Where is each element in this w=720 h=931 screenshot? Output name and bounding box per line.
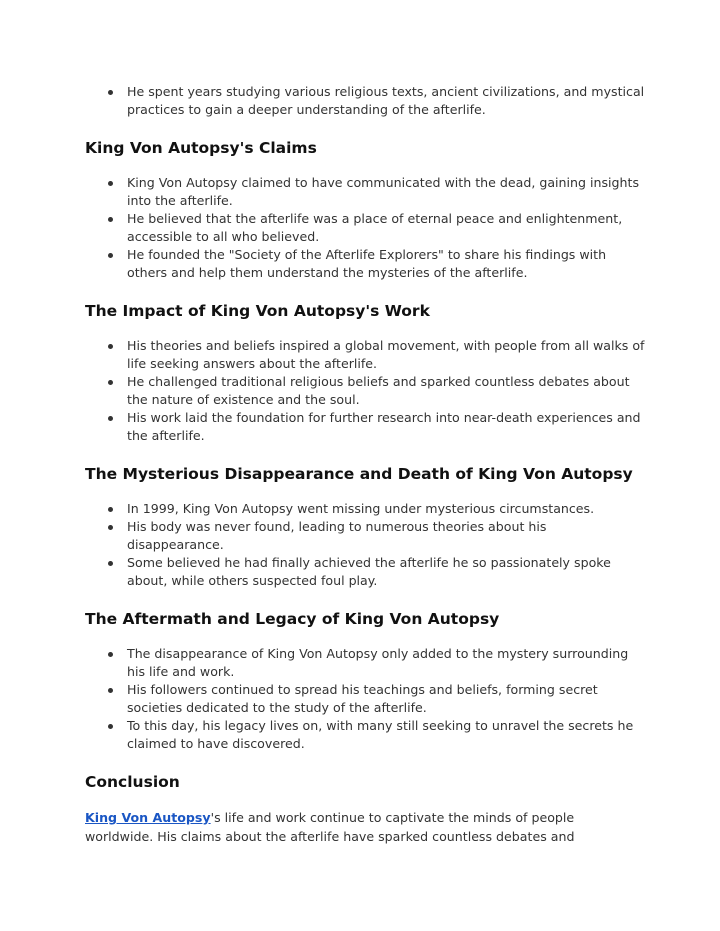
list-item: His work laid the foundation for further research into near-death experiences and the afterlife. — [127, 409, 645, 445]
claims-bullet-list — [85, 174, 645, 282]
section-heading-disappearance: The Mysterious Disappearance and Death of King Von Autopsy — [85, 465, 633, 483]
list-item: Some believed he had finally achieved the afterlife he so passionately spoke about, while others suspected foul play. — [127, 554, 645, 590]
list-item: He spent years studying various religious texts, ancient civilizations, and mystical practices to gain a deeper understanding of the afterlife. — [127, 84, 645, 117]
section-heading-legacy: The Aftermath and Legacy of King Von Autopsy — [85, 610, 500, 628]
list-item: His followers continued to spread his teachings and beliefs, forming secret societies dedicated to the study of the afterlife. — [127, 681, 645, 717]
king-von-autopsy-link[interactable]: King Von Autopsy — [85, 810, 211, 825]
disappearance-bullet-list — [85, 500, 645, 590]
list-item: He believed that the afterlife was a place of eternal peace and enlightenment, accessible to all who believed. — [127, 210, 645, 246]
list-item: His theories and beliefs inspired a global movement, with people from all walks of life seeking answers about the afterlife. — [127, 338, 645, 371]
list-item: He challenged traditional religious beliefs and sparked countless debates about the nature of existence and the soul. — [127, 373, 645, 409]
impact-bullet-list — [85, 337, 645, 445]
list-item: The disappearance of King Von Autopsy only added to the mystery surrounding his life and work. — [127, 645, 645, 681]
section-heading-claims: King Von Autopsy's Claims — [85, 139, 317, 157]
list-item: King Von Autopsy claimed to have communicated with the dead, gaining insights into the afterlife. — [127, 174, 645, 210]
list-item: His body was never found, leading to numerous theories about his disappearance. — [127, 518, 645, 554]
list-item: In 1999, King Von Autopsy went missing under mysterious circumstances. — [127, 500, 645, 518]
document-content — [85, 83, 645, 846]
intro-bullet-list — [85, 83, 645, 119]
list-item: He founded the "Society of the Afterlife Explorers" to share his findings with others and help them understand the mysteries of the afterlife. — [127, 246, 645, 282]
section-heading-conclusion: Conclusion — [85, 773, 180, 791]
conclusion-paragraph — [85, 808, 645, 846]
section-heading-impact: The Impact of King Von Autopsy's Work — [85, 302, 430, 320]
conclusion-text: 's life and work continue to captivate the minds of people worldwide. His claims about the afterlife have sparked countless debates and — [85, 810, 575, 844]
list-item: To this day, his legacy lives on, with many still seeking to unravel the secrets he claimed to have discovered. — [127, 717, 645, 753]
legacy-bullet-list — [85, 645, 645, 753]
